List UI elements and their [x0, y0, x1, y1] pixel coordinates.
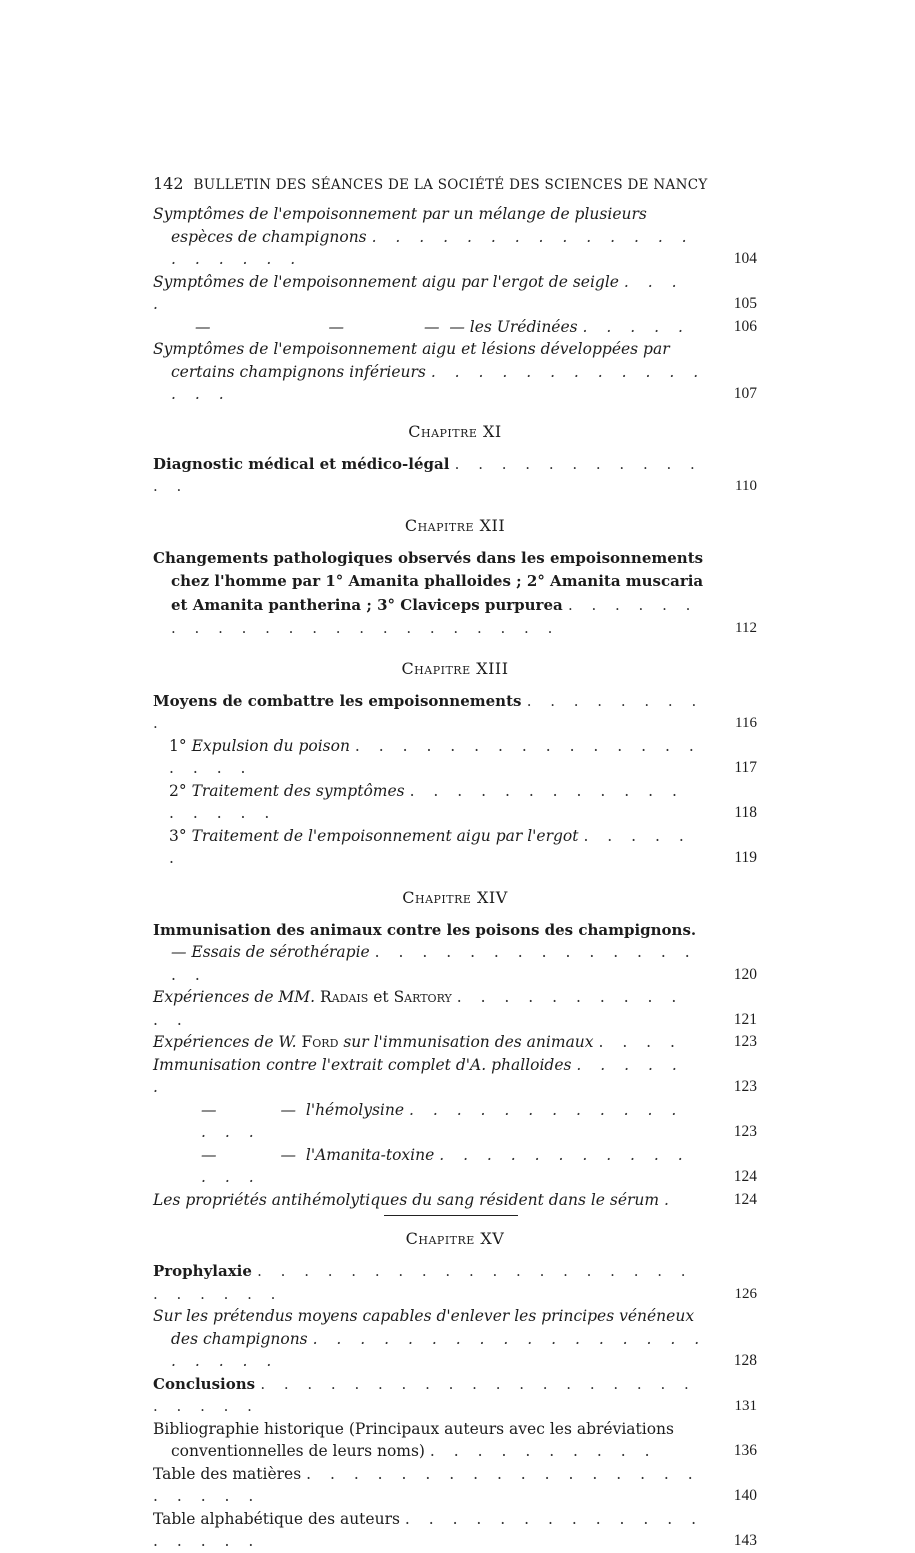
chapter-heading: Chapitre XIV [402, 887, 508, 907]
chapter-heading: Chapitre XIII [401, 658, 509, 678]
toc-entry-number: 3° [169, 826, 187, 845]
author-name: Radais [320, 988, 369, 1006]
author-name: Ford [301, 1033, 339, 1051]
toc-entry-text: Conclusions [153, 1374, 256, 1393]
toc-entry: Sur les prétendus moyens capables d'enlever les principes vénéneux des champignons . . . . . . . . . . . . . . . . . . . . . . 128 [153, 1305, 757, 1373]
ditto-dash: — [195, 317, 211, 336]
toc-entry-text: Immunisation des animaux contre les poisons des champignons. [153, 920, 697, 939]
toc-entry-page: 123 [733, 1123, 757, 1140]
toc-entry-page: 123 [733, 1078, 757, 1095]
toc-entry-page: 105 [733, 295, 757, 312]
toc-entry-text: Symptômes de l'empoisonnement aigu par l'ergot de seigle [153, 272, 619, 291]
toc-entry: Les propriétés antihémolytiques du sang résident dans le sérum . 124 [153, 1189, 757, 1212]
toc-entry-text: Prophylaxie [153, 1262, 252, 1280]
toc-entry-page: 110 [735, 478, 757, 494]
toc-entry-text: Moyens de combattre les empoisonnements [153, 691, 522, 710]
toc-entry-page: 143 [733, 1532, 757, 1549]
toc-entry-text: Diagnostic médical et médico-légal [153, 454, 450, 473]
toc-entry-page: 124 [733, 1190, 757, 1208]
toc-entry: — — l'hémolysine . . . . . . . . . . . . . . . 123 [153, 1099, 757, 1144]
toc-entry: Symptômes de l'empoisonnement aigu et lésions développées par certains champignons inférieurs . . . . . . . . . . . . . . . 107 [153, 338, 757, 406]
toc-entry: 3° Traitement de l'empoisonnement aigu par l'ergot . . . . . . 119 [153, 825, 757, 870]
toc-entry: Prophylaxie . . . . . . . . . . . . . . . . . . . . . . . . . 126 [153, 1260, 757, 1305]
toc-entry: Expériences de W. Ford sur l'immunisation des animaux . . . . 123 [153, 1031, 757, 1054]
toc-entry-text: Expériences de W. [153, 1033, 302, 1051]
toc-entry-page: 128 [733, 1352, 757, 1369]
toc-entry: Table alphabétique des auteurs . . . . . . . . . . . . . . . . . . 143 [153, 1508, 757, 1553]
toc-entry: Moyens de combattre les empoisonnements . . . . . . . . . 116 [153, 690, 757, 735]
toc-entry-page: 112 [735, 620, 757, 636]
toc-entry: Bibliographie historique (Principaux auteurs avec les abréviations conventionnelles de leurs noms) . . . . . . . . . . 136 [153, 1418, 757, 1463]
ditto-dash: — [280, 1100, 296, 1119]
toc-entry-subtitle: — Essais de sérothérapie [171, 943, 370, 961]
toc-entry-text: Table des matières [153, 1464, 302, 1483]
toc-entry-text: Symptômes de l'empoisonnement par un mélange de plusieurs espèces de champignons [153, 205, 647, 246]
chapter-heading: Chapitre XV [405, 1229, 505, 1248]
toc-entry-text: — les Urédinées [449, 317, 578, 336]
closing-rule [384, 1215, 518, 1216]
toc-entry-text: sur l'immunisation des animaux [338, 1033, 594, 1051]
running-title: BULLETIN DES SÉANCES DE LA SOCIÉTÉ DES SCIENCES DE NANCY [193, 177, 708, 193]
ditto-dash: — [328, 317, 344, 336]
toc-entry: 1° Expulsion du poison . . . . . . . . . . . . . . . . . . . 117 [153, 735, 757, 780]
toc-entry-text: et [368, 988, 394, 1006]
ditto-dash: — [201, 1100, 217, 1119]
toc-entry-page: 121 [733, 1010, 757, 1028]
toc-entry-text: Sur les prétendus moyens capables d'enlever les principes vénéneux des champignons [153, 1307, 695, 1348]
chapter-heading: Chapitre XI [408, 421, 502, 441]
toc-entry-text: Immunisation contre l'extrait complet d'A. phalloides [153, 1055, 572, 1074]
toc-entry-page: 124 [733, 1168, 757, 1185]
toc-entry-page: 104 [733, 250, 757, 267]
toc-entry: Changements pathologiques observés dans les empoisonnements chez l'homme par 1° Amanita phalloides ; 2° Amanita muscaria et Amanita pantherina ; 3° Claviceps purpurea . . . . . . . . . . . . . . . . . . . . . . . 112 [153, 547, 757, 641]
toc-entry-text: l'hémolysine [305, 1100, 405, 1119]
toc-entry-number: 2° [169, 781, 187, 800]
toc-entry-text: Traitement des symptômes [191, 781, 405, 800]
toc-entry-text: Symptômes de l'empoisonnement aigu et lésions développées par certains champignons inférieurs [153, 340, 670, 381]
toc-entry-page: 140 [733, 1487, 757, 1504]
toc-entry-text: l'Amanita-toxine [305, 1145, 435, 1164]
toc-entry-page: 106 [733, 317, 757, 335]
toc-entry: 2° Traitement des symptômes . . . . . . . . . . . . . . . . . 118 [153, 780, 757, 825]
toc-entry-page: 123 [733, 1033, 757, 1050]
toc-entry: Conclusions . . . . . . . . . . . . . . . . . . . . . . . . 131 [153, 1373, 757, 1418]
toc-entry: Symptômes de l'empoisonnement par un mélange de plusieurs espèces de champignons . . . . . . . . . . . . . . . . . . . . 104 [153, 203, 757, 271]
toc-entry-page: 126 [734, 1285, 757, 1302]
toc-entry-number: 1° [169, 736, 187, 755]
toc-entry-text: Changements pathologiques observés dans les empoisonnements chez l'homme par 1° Amanita phalloides ; 2° Amanita muscaria et Amanita pantherina ; 3° Claviceps purpurea [153, 548, 704, 614]
toc-entry-page: 136 [733, 1442, 757, 1459]
toc-entry-text: Expulsion du poison [191, 736, 350, 755]
toc-entry: Immunisation contre l'extrait complet d'A. phalloides . . . . . . 123 [153, 1054, 757, 1099]
author-name: Sartory [393, 988, 452, 1006]
running-header [153, 174, 757, 193]
toc-entry-page: 131 [734, 1398, 757, 1414]
toc-entry-text: Traitement de l'empoisonnement aigu par l'ergot [191, 826, 579, 845]
toc-entry: Symptômes de l'empoisonnement aigu par l'ergot de seigle . . . . 105 [153, 271, 757, 316]
toc-entry-page: 119 [734, 849, 757, 866]
toc-entry-page: 118 [734, 804, 757, 821]
ditto-dash: — [201, 1145, 217, 1164]
toc-entry-text: Les propriétés antihémolytiques du sang résident dans le sérum [153, 1190, 660, 1209]
toc-entry-text: Expériences de MM. [153, 988, 321, 1006]
toc-entry: Table des matières . . . . . . . . . . . . . . . . . . . . . . 140 [153, 1463, 757, 1508]
toc-entry: — — — — les Urédinées . . . . . 106 [153, 316, 757, 339]
toc-entry-text: Bibliographie historique (Principaux auteurs avec les abréviations conventionnelles de leurs noms) [153, 1419, 674, 1460]
ditto-dash: — [424, 317, 440, 336]
toc-entry-text: Table alphabétique des auteurs [153, 1509, 400, 1528]
page-number: 142 [153, 174, 184, 193]
table-of-contents-page [153, 174, 757, 1553]
toc-entry-page: 116 [735, 715, 757, 731]
toc-entry-page: 120 [733, 965, 757, 983]
chapter-heading: Chapitre XII [404, 515, 506, 535]
toc-entry-page: 117 [734, 759, 757, 776]
toc-entry: Immunisation des animaux contre les poisons des champignons. — Essais de sérothérapie . . . . . . . . . . . . . . . . 120 [153, 919, 757, 987]
toc-entry: — — l'Amanita-toxine . . . . . . . . . . . . . . 124 [153, 1144, 757, 1189]
toc-entry-page: 107 [733, 385, 757, 402]
ditto-dash: — [280, 1145, 296, 1164]
toc-entry: Diagnostic médical et médico-légal . . . . . . . . . . . . . 110 [153, 453, 757, 498]
toc-entry: Expériences de MM. Radais et Sartory . . . . . . . . . . . . 121 [153, 986, 757, 1031]
